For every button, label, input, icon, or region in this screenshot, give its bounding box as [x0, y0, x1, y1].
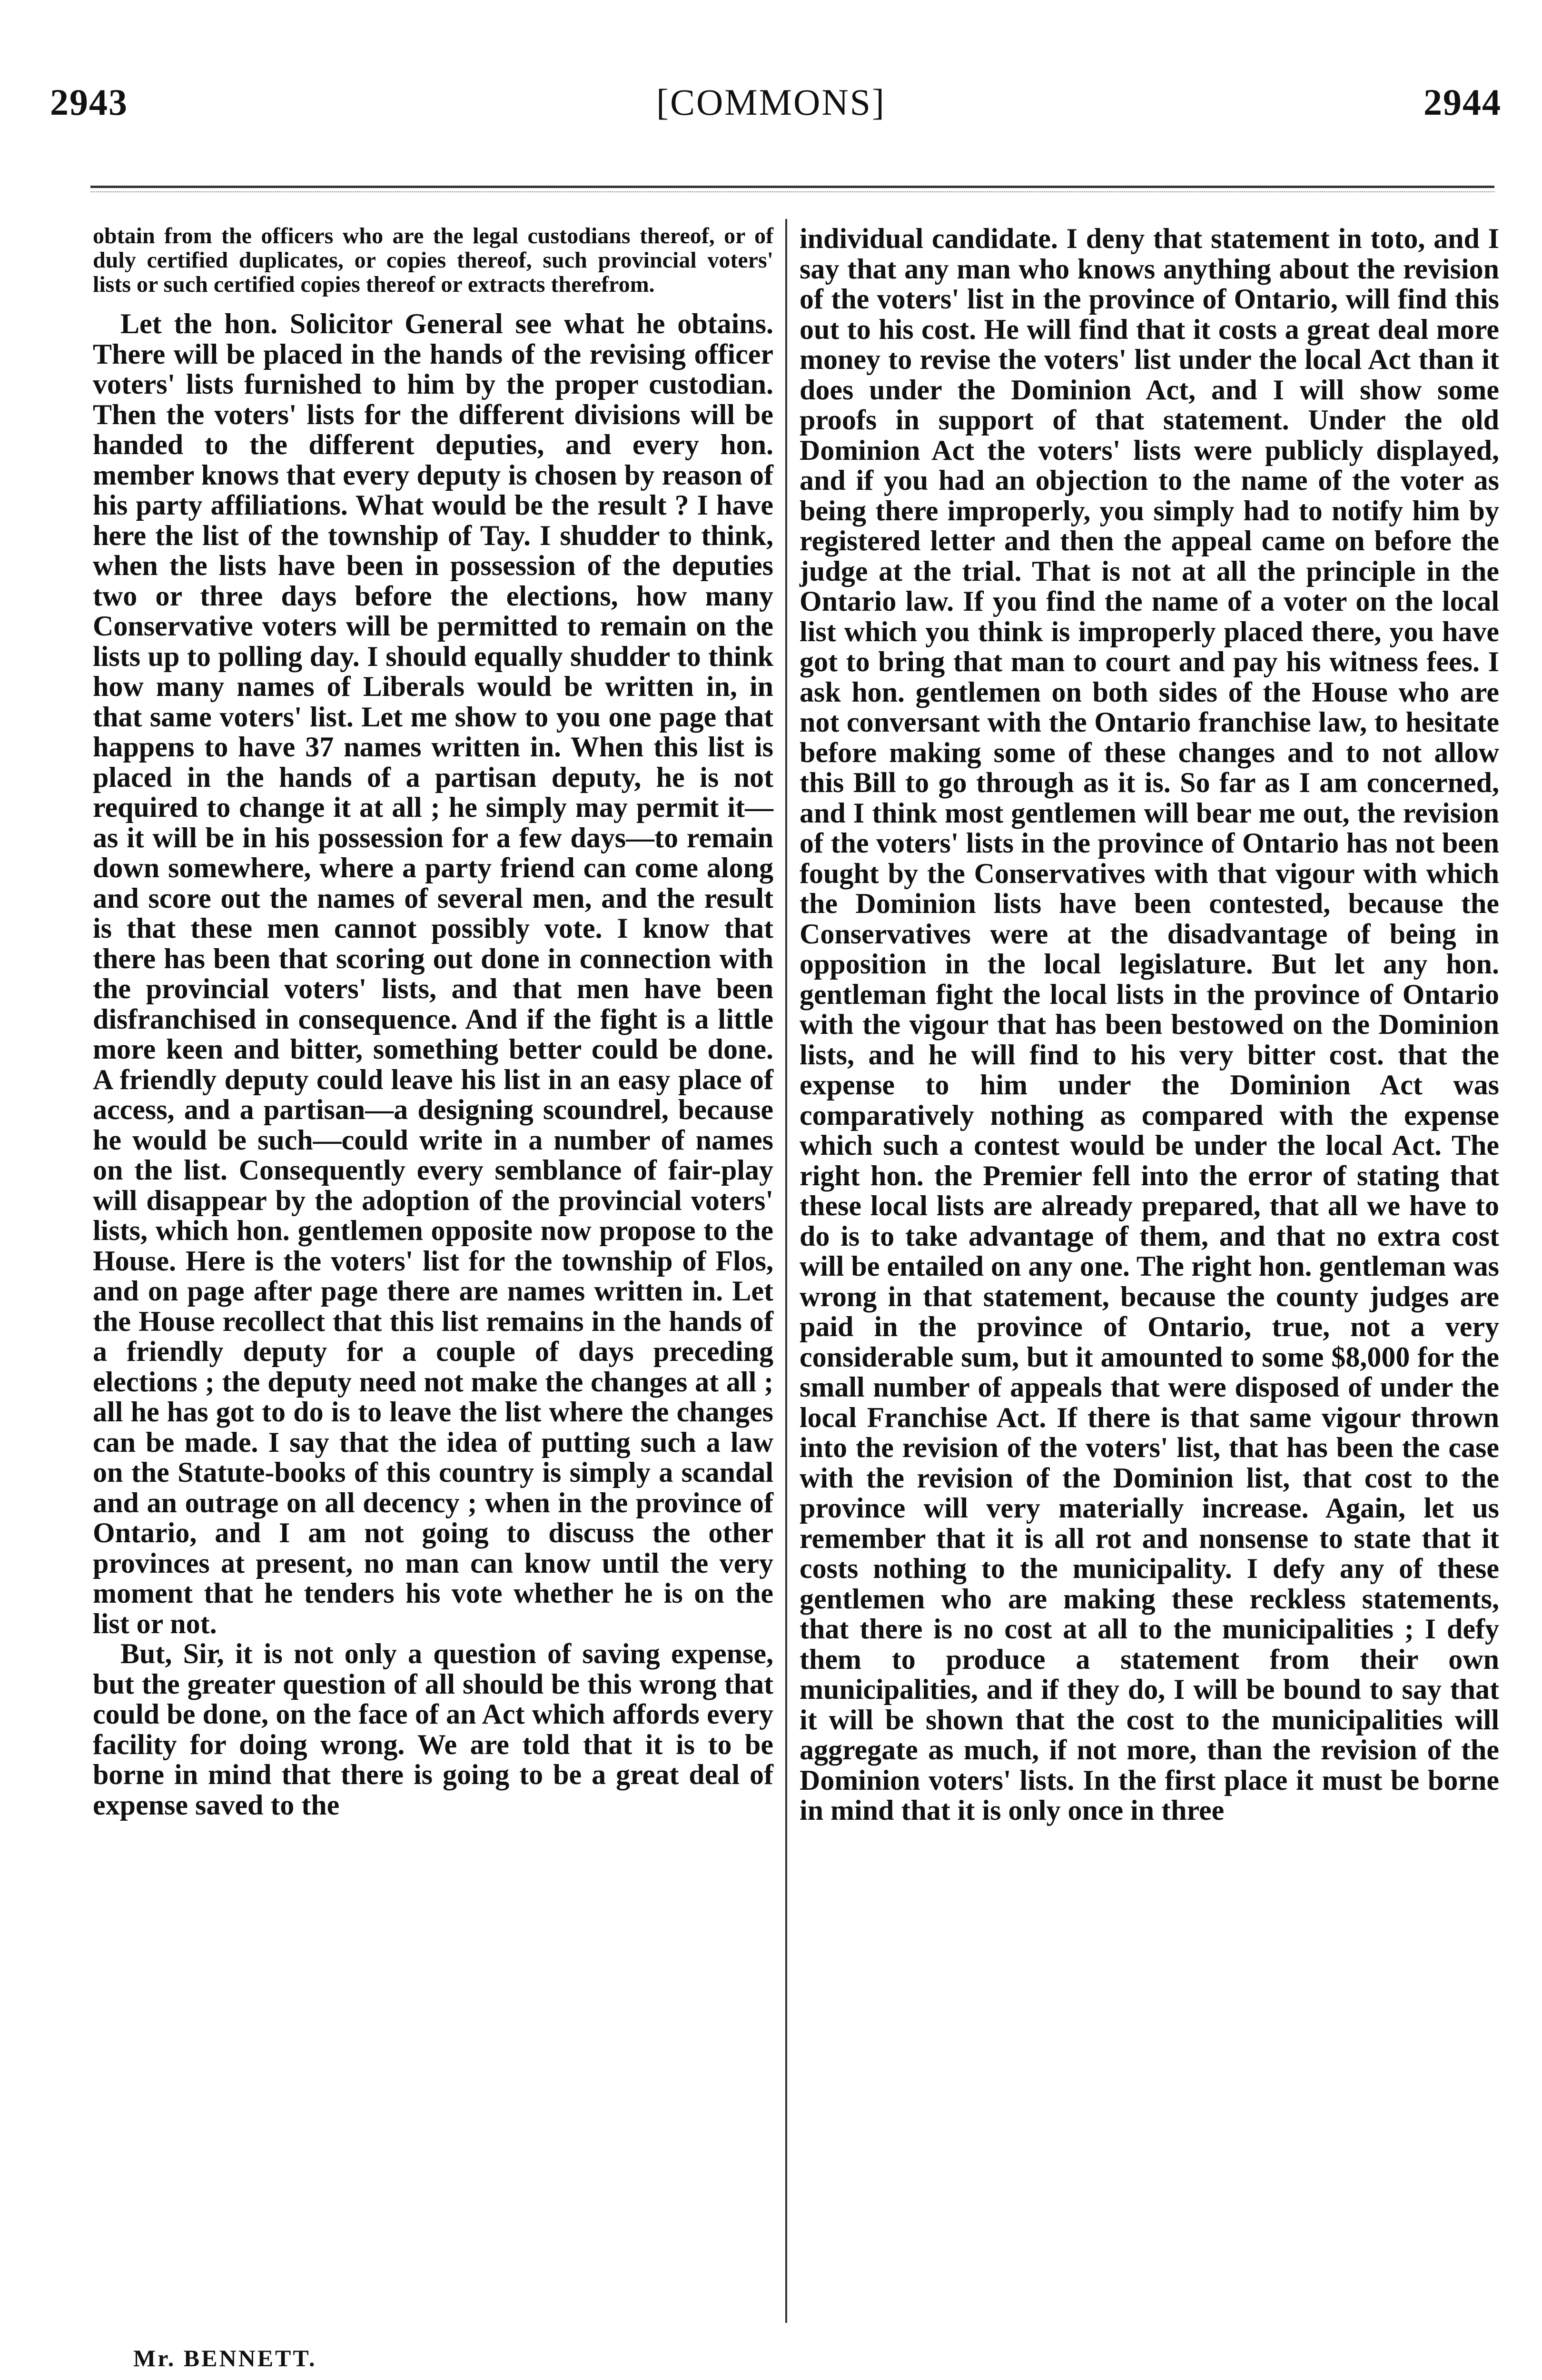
- quoted-excerpt: [93, 224, 773, 297]
- page-number-right: 2944: [1423, 81, 1502, 123]
- header-rule-dotted: [90, 191, 1494, 192]
- right-column: [800, 224, 1499, 1826]
- speaker-footer: Mr. BENNETT.: [133, 2345, 317, 2371]
- left-paragraph-2: But, Sir, it is not only a question of saving expense, but the greater question of all should be this wrong that could be done, on the face of an Act which affords every facility for doing wrong. We are told that it is to be borne in mind that there is going to be a great deal of expense saved to the: [93, 1638, 773, 1821]
- page-number-left: 2943: [50, 81, 128, 123]
- page-header: [0, 81, 1542, 138]
- quote-text: obtain from the officers who are the legal custodians thereof, or of duly certified duplicates, or copies thereof, such provincial voters' lists or such certified copies thereof or extracts therefrom.: [93, 223, 773, 297]
- left-column: [93, 224, 773, 1820]
- header-rule: [90, 186, 1494, 188]
- column-divider: [785, 219, 787, 2323]
- running-head: [COMMONS]: [656, 81, 886, 123]
- left-paragraph-1: Let the hon. Solicitor General see what he obtains. There will be placed in the hands of the revising officer voters' lists furnished to him by the proper custodian. Then the voters' lists for the different divisions will be handed to the different deputies, and every hon. member knows that every deputy is chosen by reason of his party affiliations. What would be the result ? I have here the list of the township of Tay. I shudder to think, when the lists have been in possession of the deputies two or three days before the elections, how many Conservative voters will be permitted to remain on the lists up to polling day. I should equally shudder to think how many names of Liberals would be written in, in that same voters' list. Let me show to you one page that happens to have 37 names written in. When this list is placed in the hands of a partisan deputy, he is not required to change it at all ; he simply may permit it—as it will be in his possession for a few days—to remain down somewhere, where a party friend can come along and score out the names of several men, and the result is that these men cannot possibly vote. I know that there has been that scoring out done in connection with the provincial voters' lists, and that men have been disfranchised in consequence. And if the fight is a little more keen and bitter, something better could be done. A friendly deputy could leave his list in an easy place of access, and a partisan—a designing scoundrel, because he would be such—could write in a number of names on the list. Consequently every semblance of fair-play will disappear by the adoption of the provincial voters' lists, which hon. gentlemen opposite now propose to the House. Here is the voters' list for the township of Flos, and on page after page there are names written in. Let the House recollect that this list remains in the hands of a friendly deputy for a couple of days preceding elections ; the deputy need not make the changes at all ; all he has got to do is to leave the list where the changes can be made. I say that the idea of putting such a law on the Statute-books of this country is simply a scandal and an outrage on all decency ; when in the province of Ontario, and I am not going to discuss the other provinces at present, no man can know until the very moment that he tenders his vote whether he is on the list or not.: [93, 308, 773, 1639]
- right-paragraph-1: individual candidate. I deny that statement in toto, and I say that any man who knows anything about the revision of the voters' list in the province of Ontario, will find this out to his cost. He will find that it costs a great deal more money to revise the voters' list under the local Act than it does under the Dominion Act, and I will show some proofs in support of that statement. Under the old Dominion Act the voters' lists were publicly displayed, and if you had an objection to the name of the voter as being there improperly, you simply had to notify him by registered letter and then the appeal came on before the judge at the trial. That is not at all the principle in the Ontario law. If you find the name of a voter on the local list which you think is improperly placed there, you have got to bring that man to court and pay his witness fees. I ask hon. gentlemen on both sides of the House who are not conversant with the Ontario franchise law, to hesitate before making some of these changes and to not allow this Bill to go through as it is. So far as I am concerned, and I think most gentlemen will bear me out, the revision of the voters' lists in the province of Ontario has not been fought by the Conservatives with that vigour with which the Dominion lists have been contested, because the Conservatives were at the disadvantage of being in opposition in the local legislature. But let any hon. gentleman fight the local lists in the province of Ontario with the vigour that has been bestowed on the Dominion lists, and he will find to his very bitter cost. that the expense to him under the Dominion Act was comparatively nothing as compared with the expense which such a contest would be under the local Act. The right hon. the Premier fell into the error of stating that these local lists are already prepared, that all we have to do is to take advantage of them, and that no extra cost will be entailed on any one. The right hon. gentleman was wrong in that statement, because the county judges are paid in the province of Ontario, true, not a very considerable sum, but it amounted to some $8,000 for the small number of appeals that were disposed of under the local Franchise Act. If there is that same vigour thrown into the revision of the voters' list, that has been the case with the revision of the Dominion list, that cost to the province will very materially increase. Again, let us remember that it is all rot and nonsense to state that it costs nothing to the municipality. I defy any of these gentlemen who are making these reckless statements, that there is no cost at all to the municipalities ; I defy them to produce a statement from their own municipalities, and if they do, I will be bound to say that it will be shown that the cost to the municipalities will aggregate as much, if not more, than the revision of the Dominion voters' lists. In the first place it must be borne in mind that it is only once in three: [800, 223, 1499, 1826]
